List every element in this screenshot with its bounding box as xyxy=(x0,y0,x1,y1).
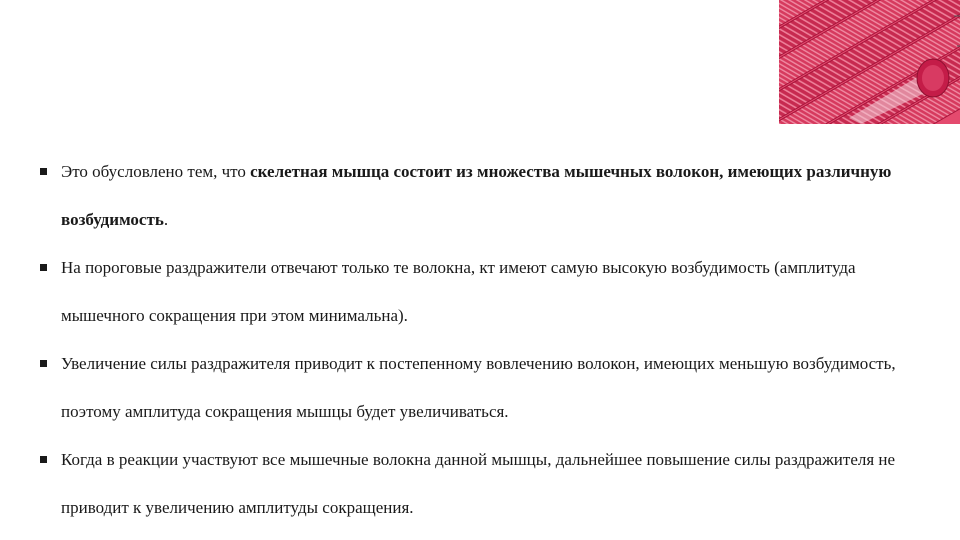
square-bullet-icon xyxy=(40,360,47,367)
bullet-bold-text: скелетная мышца состоит из множества мышечных волокон, имеющих различную возбудимость xyxy=(61,162,892,229)
bullet-item xyxy=(40,436,940,532)
skeletal-muscle-fibers-image xyxy=(779,0,960,124)
bullet-text: Увеличение силы раздражителя приводит к постепенному вовлечению волокон, имеющих меньшую возбудимость, поэтому амплитуда сокращения мышцы будет увеличиваться. xyxy=(61,354,896,421)
bullet-list xyxy=(40,148,940,532)
muscle-fibers-illustration xyxy=(779,0,960,124)
square-bullet-icon xyxy=(40,168,47,175)
bullet-item xyxy=(40,244,940,340)
bullet-text: . xyxy=(163,210,169,229)
bullet-item xyxy=(40,340,940,436)
bullet-text: Это обусловлено тем, что xyxy=(61,162,251,181)
bullet-text: Когда в реакции участвуют все мышечные волокна данной мышцы, дальнейшее повышение силы раздражителя не приводит к увеличению амплитуды сокращения. xyxy=(61,450,896,517)
bullet-item xyxy=(40,148,940,244)
bullet-text: На пороговые раздражители отвечают только те волокна, кт имеют самую высокую возбудимость (амплитуда мышечного сокращения при этом минимальна). xyxy=(61,258,856,325)
square-bullet-icon xyxy=(40,264,47,271)
square-bullet-icon xyxy=(40,456,47,463)
